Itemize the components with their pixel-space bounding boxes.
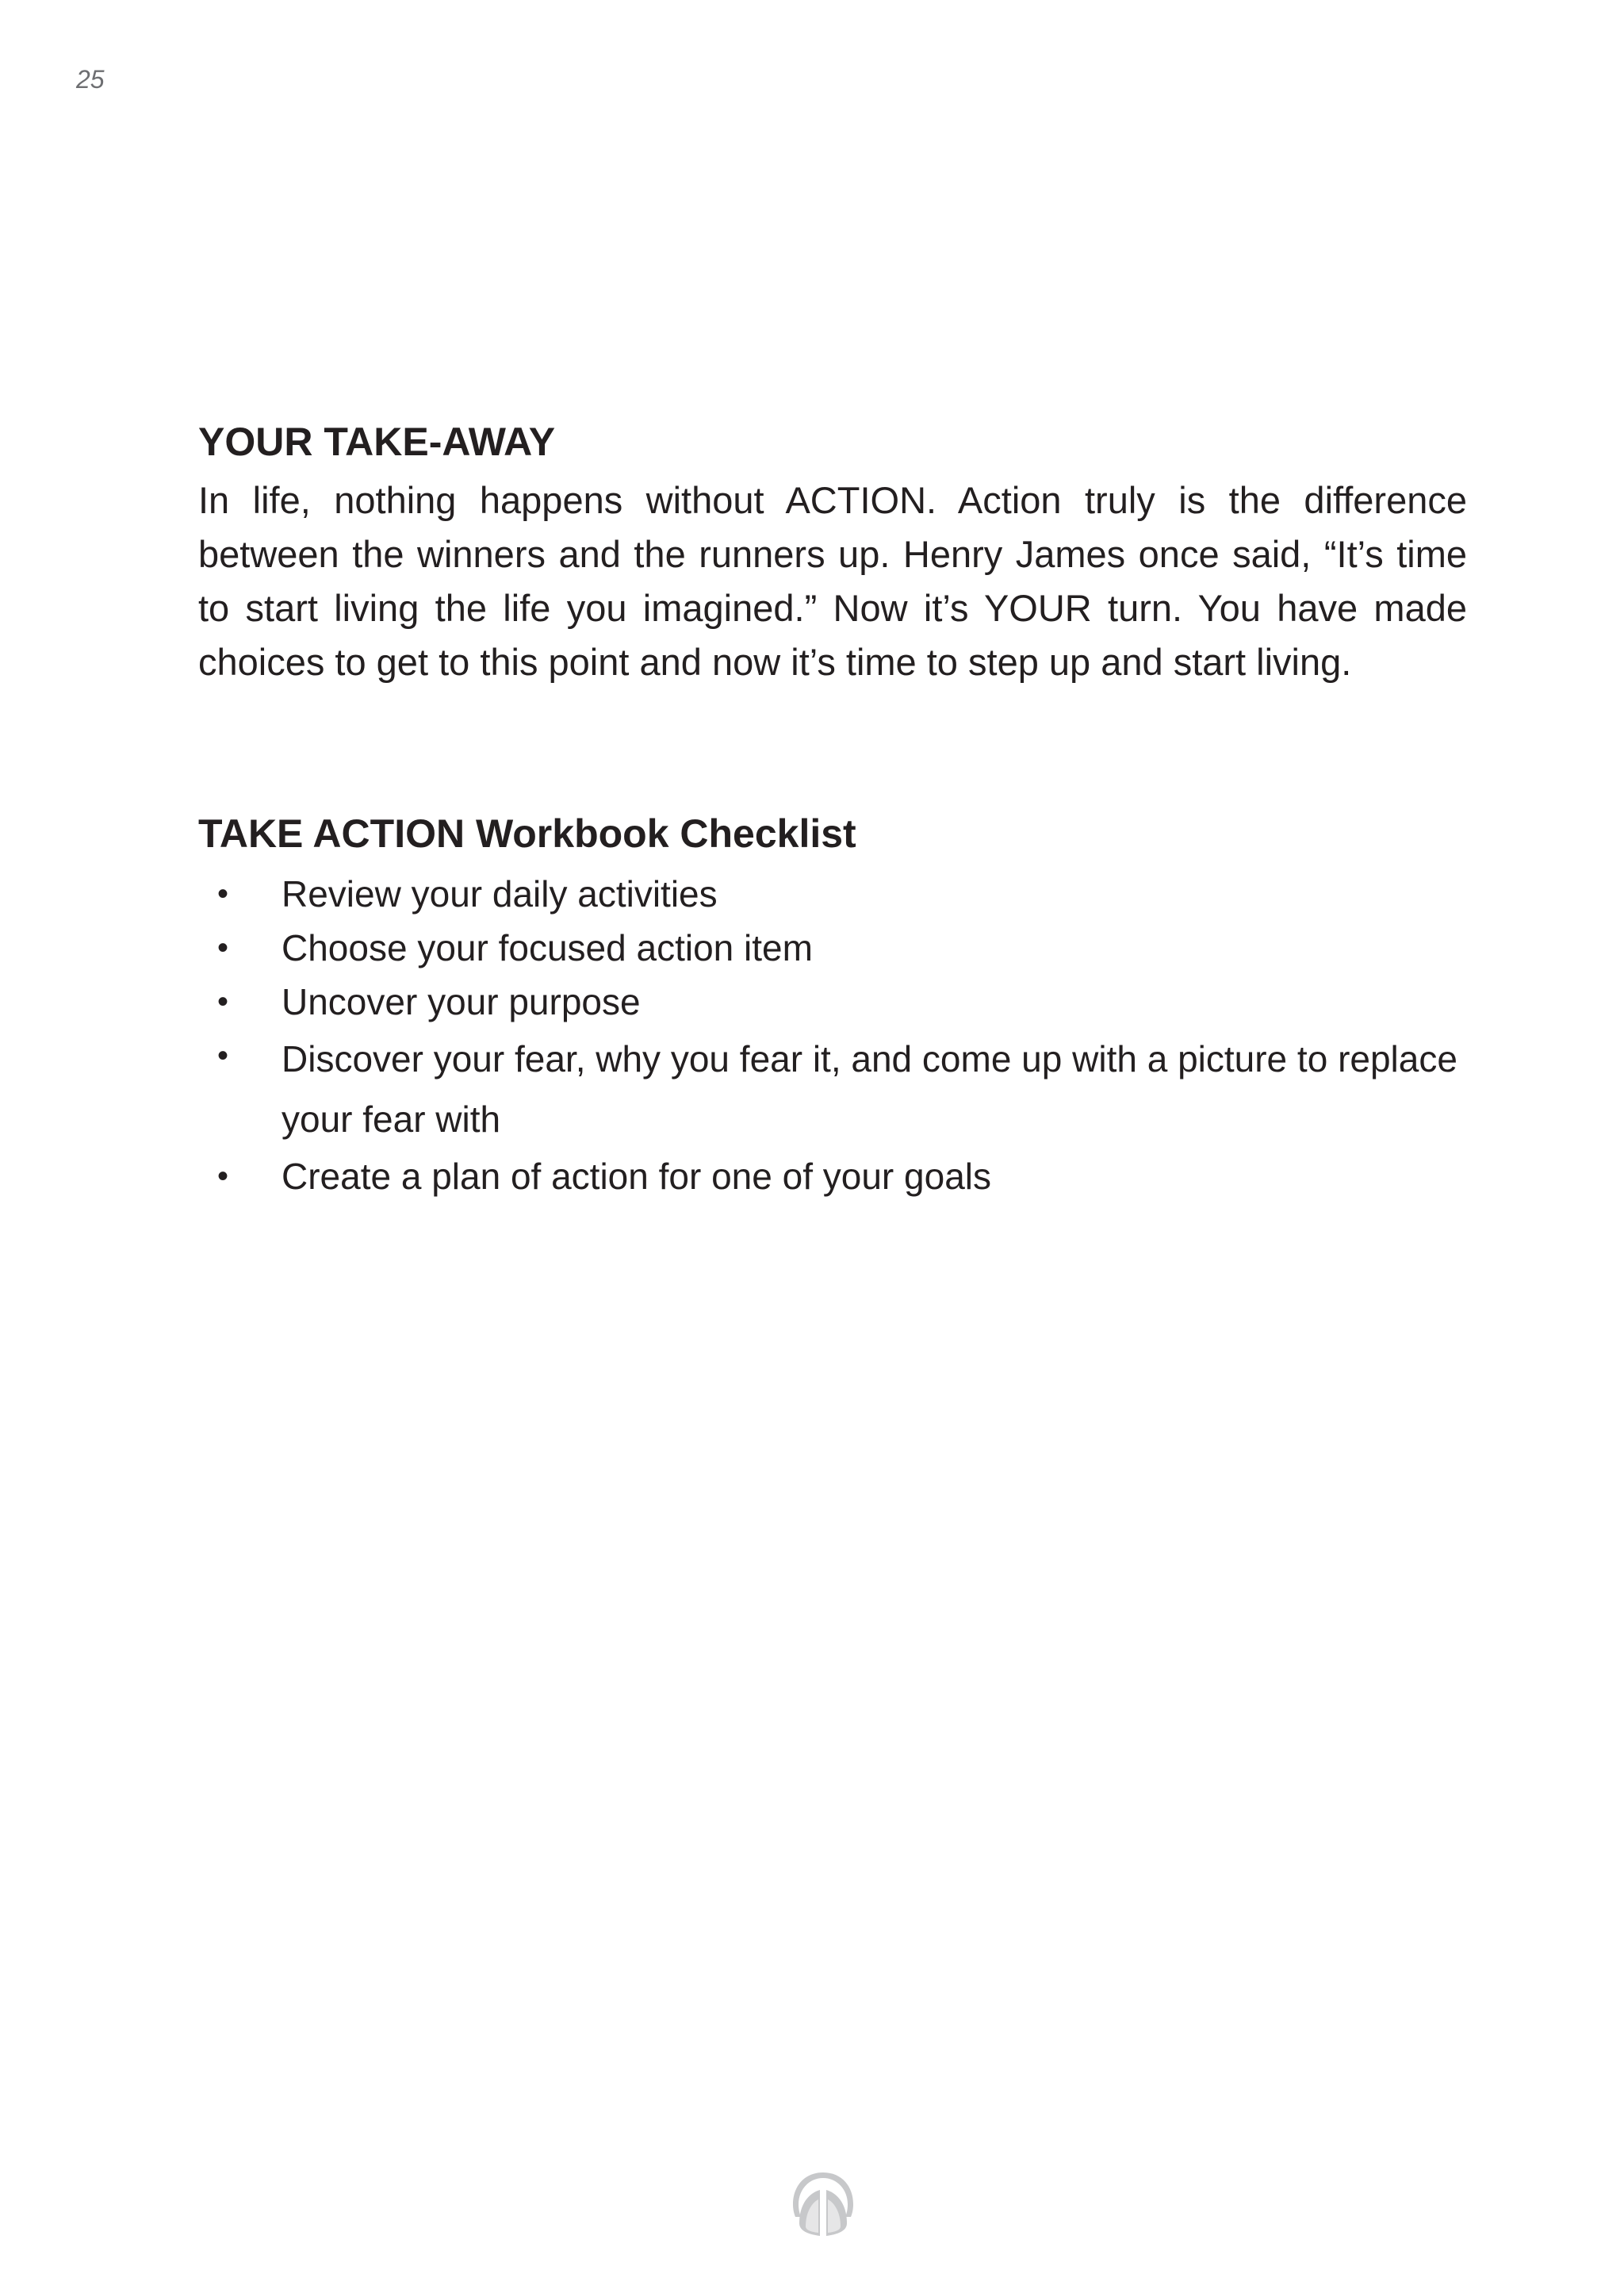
list-item xyxy=(198,1029,1467,1149)
list-item-text: Review your daily activities xyxy=(282,873,718,915)
list-item-text: Choose your focused action item xyxy=(282,927,813,968)
list-item xyxy=(198,975,1467,1029)
list-item-text: Discover your fear, why you fear it, and come up with a picture to replace your fear with xyxy=(282,1038,1457,1140)
list-item xyxy=(198,921,1467,975)
list-item-text: Create a plan of action for one of your goals xyxy=(282,1156,992,1197)
bullet-icon: • xyxy=(217,1038,229,1073)
checklist xyxy=(198,867,1467,1203)
bullet-icon: • xyxy=(217,1159,229,1194)
takeaway-body: In life, nothing happens without ACTION. Action truly is the difference between the winners and the runners up. Henry James once said, “It’s time to start living the life you imagined.” Now it’s YOUR turn. You have made choices to get to this point and now it’s time to step up and start living. xyxy=(198,479,1467,683)
list-item-text: Uncover your purpose xyxy=(282,981,641,1022)
bullet-icon: • xyxy=(217,930,229,965)
bullet-icon: • xyxy=(217,984,229,1019)
bullet-icon: • xyxy=(217,876,229,911)
takeaway-heading: YOUR TAKE-AWAY xyxy=(198,420,556,464)
company-logo-icon xyxy=(788,2169,858,2239)
page-content xyxy=(198,416,1467,1203)
checklist-heading: TAKE ACTION Workbook Checklist xyxy=(198,811,856,856)
page-number: 25 xyxy=(76,65,105,94)
list-item xyxy=(198,867,1467,921)
list-item xyxy=(198,1149,1467,1203)
